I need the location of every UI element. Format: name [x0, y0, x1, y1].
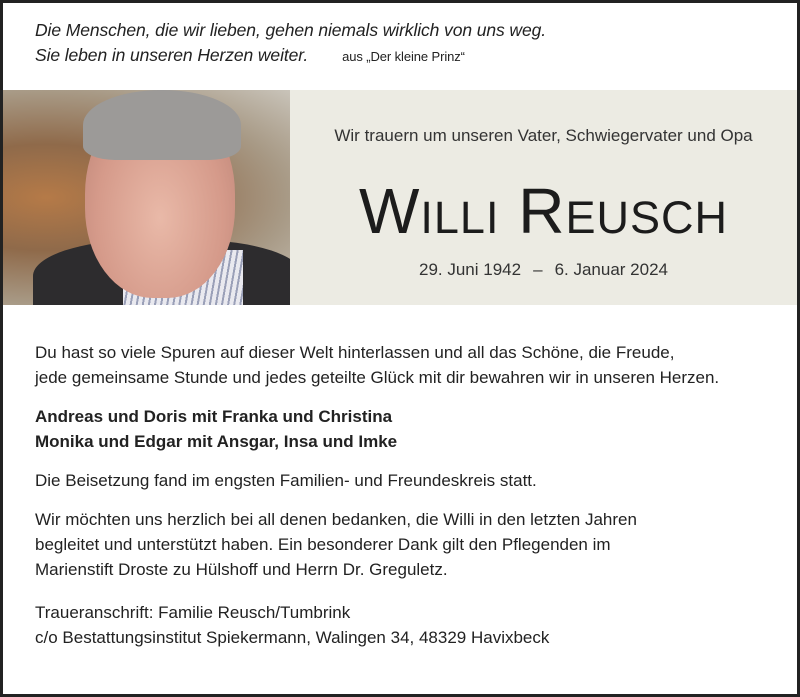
- obituary-body: [35, 340, 785, 650]
- address-line: c/o Bestattungsinstitut Spiekermann, Walingen 34, 48329 Havixbeck: [35, 628, 550, 647]
- life-dates: [290, 260, 797, 280]
- quote: [35, 18, 546, 69]
- address-line: Traueranschrift: Familie Reusch/Tumbrink: [35, 603, 351, 622]
- tribute-line: Du hast so viele Spuren auf dieser Welt hinterlassen und all das Schöne, die Freude,: [35, 343, 675, 362]
- burial-note: Die Beisetzung fand im engsten Familien- und Freundeskreis statt.: [35, 471, 537, 490]
- thanks-line: begleitet und unterstützt haben. Ein besonderer Dank gilt den Pflegenden im: [35, 535, 611, 554]
- deceased-name: Willi Reusch: [359, 175, 728, 247]
- quote-line-2-text: Sie leben in unseren Herzen weiter.: [35, 45, 309, 65]
- thanks-line: Wir möchten uns herzlich bei all denen bedanken, die Willi in den letzten Jahren: [35, 510, 637, 529]
- family-line: Andreas und Doris mit Franka und Christina: [35, 407, 393, 426]
- portrait-photo: [3, 90, 290, 305]
- mourning-line: Wir trauern um unseren Vater, Schwiegervater und Opa: [334, 126, 753, 145]
- thanks-line: Marienstift Droste zu Hülshoff und Herrn Dr. Greguletz.: [35, 560, 448, 579]
- birth-date: 29. Juni 1942: [419, 260, 522, 279]
- photo-hair: [83, 90, 241, 160]
- date-dash: –: [533, 260, 543, 279]
- quote-line-1: Die Menschen, die wir lieben, gehen niemals wirklich von uns weg.: [35, 20, 546, 40]
- death-date: 6. Januar 2024: [554, 260, 668, 279]
- header-band: [3, 90, 797, 305]
- family-line: Monika und Edgar mit Ansgar, Insa und Imke: [35, 432, 398, 451]
- quote-source: aus „Der kleine Prinz“: [342, 49, 465, 64]
- quote-line-2: [35, 43, 546, 69]
- tribute-line: jede gemeinsame Stunde und jedes geteilte Glück mit dir bewahren wir in unseren Herzen.: [35, 368, 720, 387]
